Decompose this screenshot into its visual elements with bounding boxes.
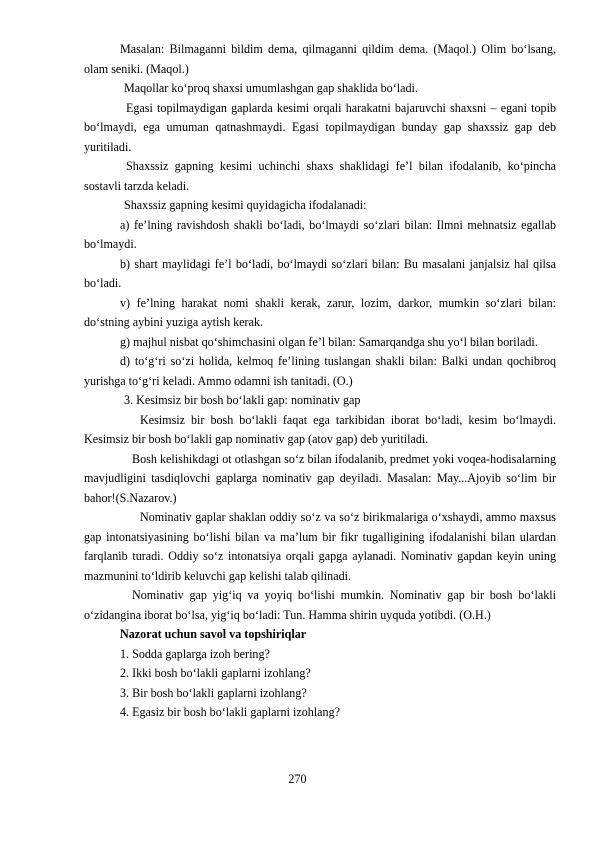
paragraph: Nominativ gap yig‘iq va yoyiq bo‘lishi mumkin. Nominativ gap bir bosh bo‘lakli o‘zidangina iborat bo‘lsa, yig‘iq bo‘ladi: Tun. Hamma shirin uyquda yotibdi. (O.H.): [84, 588, 556, 622]
list-item: v) fe’lning harakat nomi shakli kerak, zarur, lozim, darkor, mumkin so‘zlari bilan: do‘stning aybini yuziga aytish kerak.: [84, 295, 556, 329]
question-item: 1. Sodda gaplarga izoh bering?: [120, 646, 270, 661]
page-body: [84, 40, 556, 723]
paragraph: Kesimsiz bir bosh bo‘lakli faqat ega tarkibidan iborat bo‘ladi, kesim bo‘lmaydi. Kesimsiz bir bosh bo‘lakli gap nominativ gap (atov gap) deb yuritiladi.: [84, 412, 556, 446]
paragraph: Maqollar ko‘proq shaxsi umumlashgan gap shaklida bo‘ladi.: [124, 81, 418, 95]
list-item: g) majhul nisbat qo‘shimchasini olgan fe’l bilan: Samarqandga shu yo‘l bilan boriladi.: [120, 334, 538, 349]
list-item: b) shart maylidagi fe’l bo‘ladi, bo‘lmaydi so‘zlari bilan: Bu masalani janjalsiz hal qilsa bo‘ladi.: [84, 256, 556, 290]
list-item: d) to‘g‘ri so‘zi holida, kelmoq fe’lining tuslangan shakli bilan: Balki undan qochibroq yurishga to‘g‘ri keladi. Ammo odamni ish tanitadi. (O.): [84, 354, 556, 388]
paragraph: Bosh kelishikdagi ot otlashgan so‘z bilan ifodalanib, predmet yoki voqea-hodisalarning mavjudligini tasdiqlovchi gaplarga nominativ gap deyiladi. Masalan: May...Ajoyib so‘lim bir bahor!(S.Nazarov.): [84, 451, 556, 505]
paragraph: Masalan: Bilmaganni bildim dema, qilmaganni qildim dema. (Maqol.) Olim bo‘lsang, olam seniki. (Maqol.): [84, 42, 556, 76]
question-item: 2. Ikki bosh bo‘lakli gaplarni izohlang?: [120, 666, 311, 680]
page-number: 270: [288, 772, 307, 786]
paragraph: Nominativ gaplar shaklan oddiy so‘z va so‘z birikmalariga o‘xshaydi, ammo maxsus gap intonatsiyasining bo‘lishi bilan va ma’lum bir fikr tugalligining ifodalanishi bilan ulardan farqlanib turadi. Oddiy so‘z intonatsiya orqali gapga aylanadi. Nominativ gapdan keyin uning mazmunini to‘ldirib keluvchi gap kelishi talab qilinadi.: [84, 510, 556, 583]
paragraph: Egasi topilmaydigan gaplarda kesimi orqali harakatni bajaruvchi shaxsni – egani topib bo‘lmaydi, ega umuman qatnashmaydi. Egasi topilmaydigan bunday gap shaxssiz gap deb yuritiladi.: [84, 100, 556, 154]
section-title: 3. Kesimsiz bir bosh bo‘lakli gap: nominativ gap: [124, 393, 361, 407]
question-item: 3. Bir bosh bo‘lakli gaplarni izohlang?: [120, 685, 307, 700]
list-item: a) fe’lning ravishdosh shakli bo‘ladi, bo‘lmaydi so‘zlari bilan: Ilmni mehnatsiz egallab bo‘lmaydi.: [84, 217, 556, 251]
paragraph: Shaxssiz gapning kesimi uchinchi shaxs shaklidagi fe’l bilan ifodalanib, ko‘pincha sostavli tarzda keladi.: [84, 159, 556, 193]
paragraph: Shaxssiz gapning kesimi quyidagicha ifodalanadi:: [124, 198, 367, 212]
question-item: 4. Egasiz bir bosh bo‘lakli gaplarni izohlang?: [120, 705, 340, 719]
questions-heading: Nazorat uchun savol va topshiriqlar: [120, 627, 307, 641]
